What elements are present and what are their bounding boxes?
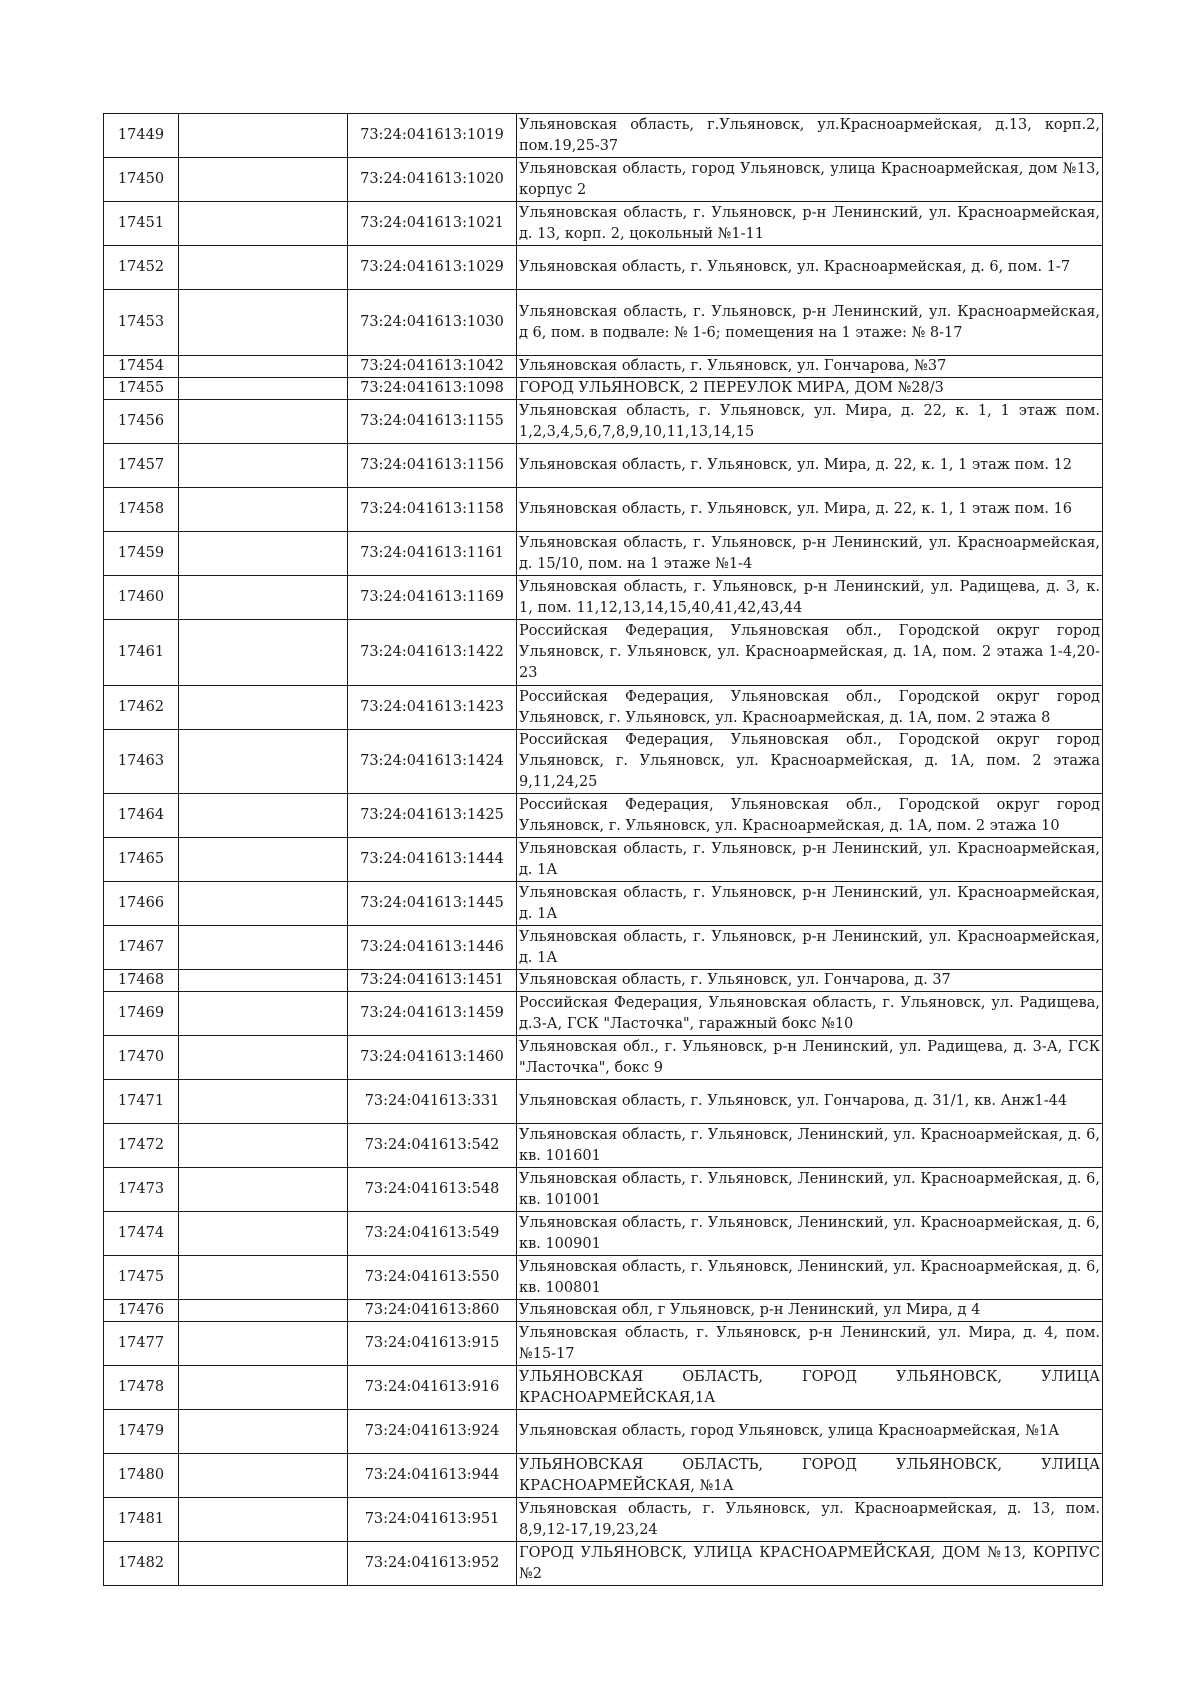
cadastral-number-cell: 73:24:041613:952 (348, 1542, 517, 1586)
empty-cell (179, 378, 348, 400)
table-row (104, 1366, 1103, 1410)
record-number-cell: 17459 (104, 532, 179, 576)
cadastral-number-cell: 73:24:041613:916 (348, 1366, 517, 1410)
record-number-cell: 17473 (104, 1168, 179, 1212)
record-number-cell: 17477 (104, 1322, 179, 1366)
table-row (104, 1322, 1103, 1366)
cadastral-number-cell: 73:24:041613:1019 (348, 114, 517, 158)
address-cell: Российская Федерация, Ульяновская область, г. Ульяновск, ул. Радищева, д.3-А, ГСК "Ласточка", гаражный бокс №10 (517, 992, 1103, 1036)
cadastral-number-cell: 73:24:041613:542 (348, 1124, 517, 1168)
address-cell: Ульяновская область, г. Ульяновск, ул. Гончарова, №37 (517, 356, 1103, 378)
empty-cell (179, 1036, 348, 1080)
table-row (104, 1498, 1103, 1542)
table-row (104, 926, 1103, 970)
address-cell: Ульяновская область, г. Ульяновск, ул. Мира, д. 22, к. 1, 1 этаж пом. 16 (517, 488, 1103, 532)
table-row (104, 1168, 1103, 1212)
table-row (104, 488, 1103, 532)
address-cell: Ульяновская область, г. Ульяновск, Ленинский, ул. Красноармейская, д. 6, кв. 100801 (517, 1256, 1103, 1300)
record-number-cell: 17454 (104, 356, 179, 378)
record-number-cell: 17472 (104, 1124, 179, 1168)
empty-cell (179, 1454, 348, 1498)
cadastral-number-cell: 73:24:041613:1021 (348, 202, 517, 246)
cadastral-number-cell: 73:24:041613:951 (348, 1498, 517, 1542)
empty-cell (179, 488, 348, 532)
record-number-cell: 17467 (104, 926, 179, 970)
address-cell: Ульяновская область, г. Ульяновск, р-н Ленинский, ул. Красноармейская, д. 13, корп. 2, цокольный №1-11 (517, 202, 1103, 246)
empty-cell (179, 1410, 348, 1454)
record-number-cell: 17471 (104, 1080, 179, 1124)
record-number-cell: 17476 (104, 1300, 179, 1322)
table-row (104, 1080, 1103, 1124)
table-row (104, 444, 1103, 488)
empty-cell (179, 838, 348, 882)
table-row (104, 246, 1103, 290)
cadastral-number-cell: 73:24:041613:944 (348, 1454, 517, 1498)
empty-cell (179, 114, 348, 158)
empty-cell (179, 1256, 348, 1300)
record-number-cell: 17449 (104, 114, 179, 158)
cadastral-number-cell: 73:24:041613:924 (348, 1410, 517, 1454)
empty-cell (179, 1168, 348, 1212)
table-row (104, 992, 1103, 1036)
table-row (104, 202, 1103, 246)
cadastral-number-cell: 73:24:041613:1169 (348, 576, 517, 620)
address-cell: Ульяновская область, г. Ульяновск, ул. Гончарова, д. 31/1, кв. Анж1-44 (517, 1080, 1103, 1124)
property-registry-table (103, 113, 1103, 1586)
empty-cell (179, 686, 348, 730)
address-cell: ГОРОД УЛЬЯНОВСК, 2 ПЕРЕУЛОК МИРА, ДОМ №28/3 (517, 378, 1103, 400)
address-cell: Ульяновская область, г. Ульяновск, ул. Мира, д. 22, к. 1, 1 этаж пом. 1,2,3,4,5,6,7,8,9,10,11,13,14,15 (517, 400, 1103, 444)
record-number-cell: 17462 (104, 686, 179, 730)
empty-cell (179, 926, 348, 970)
address-cell: Ульяновская область, г. Ульяновск, Ленинский, ул. Красноармейская, д. 6, кв. 100901 (517, 1212, 1103, 1256)
empty-cell (179, 1366, 348, 1410)
record-number-cell: 17468 (104, 970, 179, 992)
address-cell: Ульяновская область, г.Ульяновск, ул.Красноармейская, д.13, корп.2, пом.19,25-37 (517, 114, 1103, 158)
table-row (104, 1542, 1103, 1586)
address-cell: Российская Федерация, Ульяновская обл., Городской округ город Ульяновск, г. Ульяновск, ул. Красноармейская, д. 1А, пом. 2 этажа 8 (517, 686, 1103, 730)
cadastral-number-cell: 73:24:041613:1446 (348, 926, 517, 970)
address-cell: Ульяновская область, г. Ульяновск, Ленинский, ул. Красноармейская, д. 6, кв. 101001 (517, 1168, 1103, 1212)
cadastral-number-cell: 73:24:041613:1422 (348, 620, 517, 686)
address-cell: Ульяновская область, г. Ульяновск, Ленинский, ул. Красноармейская, д. 6, кв. 101601 (517, 1124, 1103, 1168)
table-row (104, 838, 1103, 882)
cadastral-number-cell: 73:24:041613:1445 (348, 882, 517, 926)
table-row (104, 1256, 1103, 1300)
cadastral-number-cell: 73:24:041613:550 (348, 1256, 517, 1300)
record-number-cell: 17466 (104, 882, 179, 926)
record-number-cell: 17478 (104, 1366, 179, 1410)
empty-cell (179, 1080, 348, 1124)
cadastral-number-cell: 73:24:041613:548 (348, 1168, 517, 1212)
record-number-cell: 17457 (104, 444, 179, 488)
record-number-cell: 17452 (104, 246, 179, 290)
empty-cell (179, 970, 348, 992)
cadastral-number-cell: 73:24:041613:1030 (348, 290, 517, 356)
table-row (104, 532, 1103, 576)
record-number-cell: 17455 (104, 378, 179, 400)
cadastral-number-cell: 73:24:041613:1042 (348, 356, 517, 378)
empty-cell (179, 882, 348, 926)
address-cell: Ульяновская область, г. Ульяновск, р-н Ленинский, ул. Красноармейская, д. 15/10, пом. на 1 этаже №1-4 (517, 532, 1103, 576)
record-number-cell: 17475 (104, 1256, 179, 1300)
empty-cell (179, 1212, 348, 1256)
record-number-cell: 17465 (104, 838, 179, 882)
address-cell: Ульяновская обл, г Ульяновск, р-н Ленинский, ул Мира, д 4 (517, 1300, 1103, 1322)
table-row (104, 1300, 1103, 1322)
cadastral-number-cell: 73:24:041613:915 (348, 1322, 517, 1366)
address-cell: Ульяновская область, г. Ульяновск, р-н Ленинский, ул. Красноармейская, д. 1А (517, 882, 1103, 926)
address-cell: Российская Федерация, Ульяновская обл., Городской округ город Ульяновск, г. Ульяновск, ул. Красноармейская, д. 1А, пом. 2 этажа 9,11,24,25 (517, 730, 1103, 794)
table-row (104, 1454, 1103, 1498)
empty-cell (179, 620, 348, 686)
table-row (104, 1124, 1103, 1168)
record-number-cell: 17474 (104, 1212, 179, 1256)
cadastral-number-cell: 73:24:041613:1425 (348, 794, 517, 838)
cadastral-number-cell: 73:24:041613:1156 (348, 444, 517, 488)
empty-cell (179, 1124, 348, 1168)
cadastral-number-cell: 73:24:041613:1444 (348, 838, 517, 882)
empty-cell (179, 1498, 348, 1542)
cadastral-number-cell: 73:24:041613:1459 (348, 992, 517, 1036)
empty-cell (179, 444, 348, 488)
empty-cell (179, 576, 348, 620)
empty-cell (179, 730, 348, 794)
table-row (104, 400, 1103, 444)
table-row (104, 158, 1103, 202)
record-number-cell: 17463 (104, 730, 179, 794)
empty-cell (179, 202, 348, 246)
empty-cell (179, 794, 348, 838)
address-cell: Ульяновская область, г. Ульяновск, р-н Ленинский, ул. Красноармейская, д 6, пом. в подвале: № 1-6; помещения на 1 этаже: № 8-17 (517, 290, 1103, 356)
address-cell: Ульяновская область, г. Ульяновск, ул. Гончарова, д. 37 (517, 970, 1103, 992)
record-number-cell: 17480 (104, 1454, 179, 1498)
address-cell: Ульяновская область, г. Ульяновск, р-н Ленинский, ул. Радищева, д. 3, к. 1, пом. 11,12,13,14,15,40,41,42,43,44 (517, 576, 1103, 620)
record-number-cell: 17461 (104, 620, 179, 686)
record-number-cell: 17450 (104, 158, 179, 202)
cadastral-number-cell: 73:24:041613:1161 (348, 532, 517, 576)
address-cell: Ульяновская область, город Ульяновск, улица Красноармейская, №1А (517, 1410, 1103, 1454)
empty-cell (179, 400, 348, 444)
table-row (104, 686, 1103, 730)
cadastral-number-cell: 73:24:041613:1451 (348, 970, 517, 992)
record-number-cell: 17453 (104, 290, 179, 356)
address-cell: Ульяновская область, г. Ульяновск, р-н Ленинский, ул. Красноармейская, д. 1А (517, 926, 1103, 970)
table-row (104, 1212, 1103, 1256)
empty-cell (179, 532, 348, 576)
table-row (104, 794, 1103, 838)
cadastral-number-cell: 73:24:041613:549 (348, 1212, 517, 1256)
empty-cell (179, 1300, 348, 1322)
empty-cell (179, 290, 348, 356)
table-row (104, 378, 1103, 400)
address-cell: Российская Федерация, Ульяновская обл., Городской округ город Ульяновск, г. Ульяновск, ул. Красноармейская, д. 1А, пом. 2 этажа 10 (517, 794, 1103, 838)
table-row (104, 970, 1103, 992)
cadastral-number-cell: 73:24:041613:1029 (348, 246, 517, 290)
record-number-cell: 17481 (104, 1498, 179, 1542)
table-row (104, 730, 1103, 794)
empty-cell (179, 1322, 348, 1366)
record-number-cell: 17464 (104, 794, 179, 838)
empty-cell (179, 356, 348, 378)
table-row (104, 576, 1103, 620)
record-number-cell: 17451 (104, 202, 179, 246)
record-number-cell: 17482 (104, 1542, 179, 1586)
address-cell: Ульяновская обл., г. Ульяновск, р-н Ленинский, ул. Радищева, д. 3-А, ГСК "Ласточка", бокс 9 (517, 1036, 1103, 1080)
table-row (104, 290, 1103, 356)
cadastral-number-cell: 73:24:041613:1155 (348, 400, 517, 444)
empty-cell (179, 992, 348, 1036)
record-number-cell: 17456 (104, 400, 179, 444)
address-cell: Ульяновская область, г. Ульяновск, ул. Мира, д. 22, к. 1, 1 этаж пом. 12 (517, 444, 1103, 488)
record-number-cell: 17469 (104, 992, 179, 1036)
table-body (104, 114, 1103, 1586)
record-number-cell: 17458 (104, 488, 179, 532)
empty-cell (179, 158, 348, 202)
empty-cell (179, 246, 348, 290)
address-cell: Ульяновская область, г. Ульяновск, р-н Ленинский, ул. Красноармейская, д. 1А (517, 838, 1103, 882)
address-cell: Ульяновская область, г. Ульяновск, ул. Красноармейская, д. 13, пом. 8,9,12-17,19,23,24 (517, 1498, 1103, 1542)
cadastral-number-cell: 73:24:041613:1460 (348, 1036, 517, 1080)
record-number-cell: 17470 (104, 1036, 179, 1080)
record-number-cell: 17479 (104, 1410, 179, 1454)
cadastral-number-cell: 73:24:041613:860 (348, 1300, 517, 1322)
cadastral-number-cell: 73:24:041613:1020 (348, 158, 517, 202)
address-cell: Ульяновская область, г. Ульяновск, ул. Красноармейская, д. 6, пом. 1-7 (517, 246, 1103, 290)
cadastral-number-cell: 73:24:041613:1098 (348, 378, 517, 400)
address-cell: Ульяновская область, г. Ульяновск, р-н Ленинский, ул. Мира, д. 4, пом. №15-17 (517, 1322, 1103, 1366)
table-row (104, 882, 1103, 926)
cadastral-number-cell: 73:24:041613:1424 (348, 730, 517, 794)
table-row (104, 356, 1103, 378)
table-row (104, 1410, 1103, 1454)
cadastral-number-cell: 73:24:041613:331 (348, 1080, 517, 1124)
empty-cell (179, 1542, 348, 1586)
address-cell: Российская Федерация, Ульяновская обл., Городской округ город Ульяновск, г. Ульяновск, ул. Красноармейская, д. 1А, пом. 2 этажа 1-4,20-23 (517, 620, 1103, 686)
address-cell: Ульяновская область, город Ульяновск, улица Красноармейская, дом №13, корпус 2 (517, 158, 1103, 202)
record-number-cell: 17460 (104, 576, 179, 620)
table-row (104, 114, 1103, 158)
table-row (104, 1036, 1103, 1080)
address-cell: УЛЬЯНОВСКАЯ ОБЛАСТЬ, ГОРОД УЛЬЯНОВСК, УЛИЦА КРАСНОАРМЕЙСКАЯ, №1А (517, 1454, 1103, 1498)
table-row (104, 620, 1103, 686)
address-cell: ГОРОД УЛЬЯНОВСК, УЛИЦА КРАСНОАРМЕЙСКАЯ, ДОМ №13, КОРПУС №2 (517, 1542, 1103, 1586)
cadastral-number-cell: 73:24:041613:1158 (348, 488, 517, 532)
cadastral-number-cell: 73:24:041613:1423 (348, 686, 517, 730)
address-cell: УЛЬЯНОВСКАЯ ОБЛАСТЬ, ГОРОД УЛЬЯНОВСК, УЛИЦА КРАСНОАРМЕЙСКАЯ,1А (517, 1366, 1103, 1410)
